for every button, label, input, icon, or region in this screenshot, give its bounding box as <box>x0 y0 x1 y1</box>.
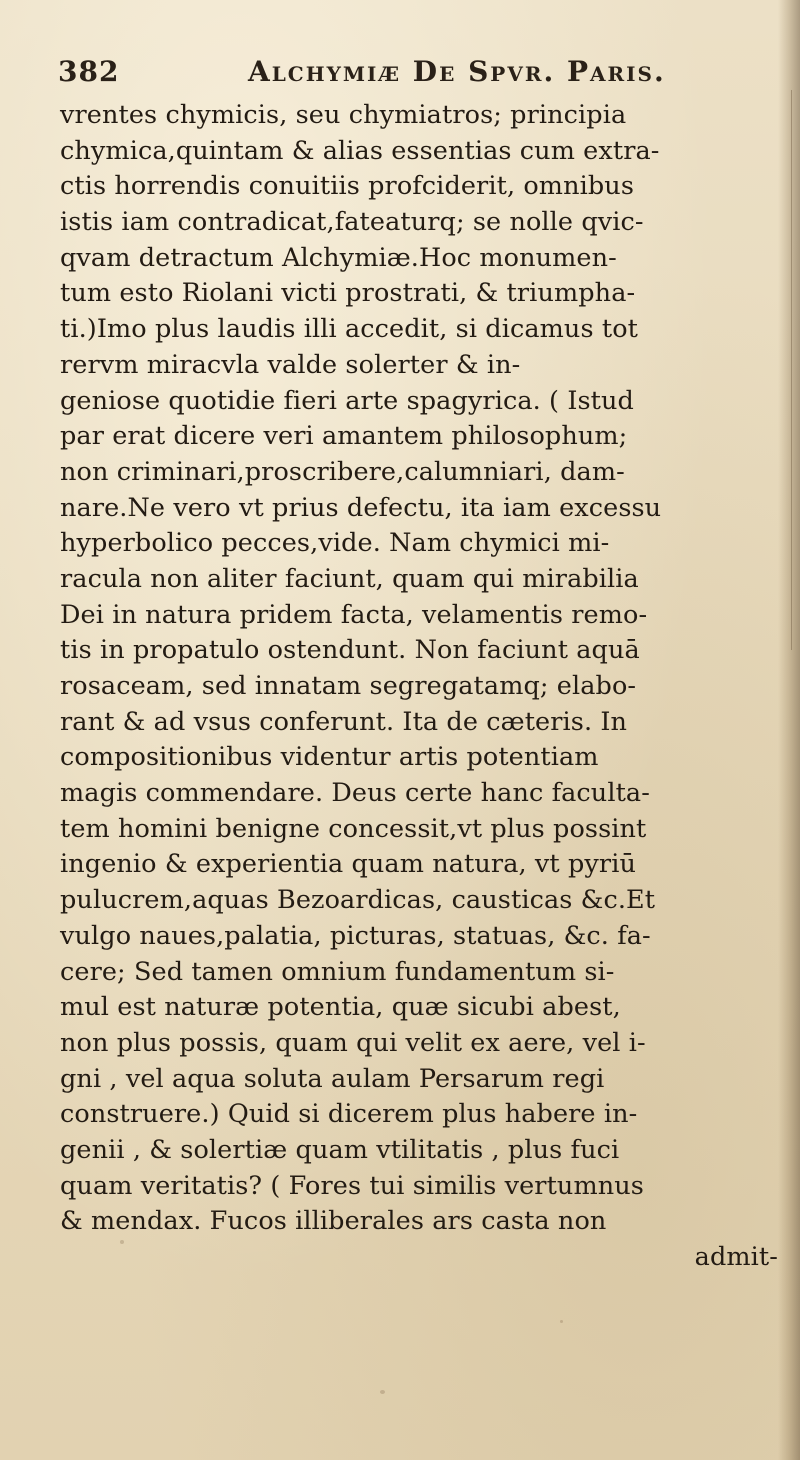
body-text <box>60 98 790 1276</box>
text-line: tem homini benigne concessit,vt plus possint <box>60 813 647 844</box>
text-line: racula non aliter faciunt, quam qui mirabilia <box>60 563 639 594</box>
text-line: tis in propatulo ostendunt. Non faciunt aquā <box>60 635 640 666</box>
text-line: vulgo naues,palatia, picturas, statuas, &c. fa- <box>60 920 651 951</box>
text-line: quam veritatis? ( Fores tui similis vertumnus <box>60 1170 644 1201</box>
text-line: geniose quotidie fieri arte spagyrica. ( Istud <box>60 385 634 416</box>
page-edge-rule <box>791 90 792 650</box>
text-line: rervm miracvla valde solerter & in- <box>60 349 521 380</box>
text-line: gni , vel aqua soluta aulam Persarum regi <box>60 1063 605 1094</box>
text-line: chymica,quintam & alias essentias cum extra- <box>60 135 660 166</box>
text-line: Dei in natura pridem facta, velamentis remo- <box>60 599 648 630</box>
text-line: & mendax. Fucos illiberales ars casta non <box>60 1206 607 1237</box>
text-line: ti.)Imo plus laudis illi accedit, si dicamus tot <box>60 314 638 345</box>
running-head: Alchymiæ De Spvr. Paris. <box>248 55 666 88</box>
text-line: nare.Ne vero vt prius defectu, ita iam excessu <box>60 492 662 523</box>
paper-speck <box>380 1390 385 1394</box>
text-line: magis commendare. Deus certe hanc faculta- <box>60 778 650 809</box>
text-line: non plus possis, quam qui velit ex aere, vel i- <box>60 1027 646 1058</box>
text-line: par erat dicere veri amantem philosophum; <box>60 421 628 452</box>
catchword: admit- <box>694 1242 778 1272</box>
text-line: qvam detractum Alchymiæ.Hoc monumen- <box>60 242 617 273</box>
text-line: compositionibus videntur artis potentiam <box>60 742 599 773</box>
text-line: hyperbolico pecces,vide. Nam chymici mi- <box>60 528 610 559</box>
text-line: mul est naturæ potentia, quæ sicubi abest, <box>60 992 621 1023</box>
text-line: non criminari,proscribere,calumniari, dam- <box>60 456 625 487</box>
text-line: construere.) Quid si dicerem plus habere in- <box>60 1099 638 1130</box>
page-header <box>58 55 778 95</box>
text-line: vrentes chymicis, seu chymiatros; principia <box>60 100 627 130</box>
text-line: cere; Sed tamen omnium fundamentum si- <box>60 956 615 987</box>
text-line: ctis horrendis conuitiis profciderit, omnibus <box>60 171 635 202</box>
text-line: tum esto Riolani victi prostrati, & triumpha- <box>60 278 636 309</box>
text-line: pulucrem,aquas Bezoardicas, causticas &c.Et <box>60 885 656 916</box>
text-line: rant & ad vsus conferunt. Ita de cæteris. In <box>60 706 628 737</box>
text-line: ingenio & experientia quam natura, vt pyriū <box>60 849 636 880</box>
text-line: rosaceam, sed innatam segregatamq; elabo- <box>60 671 637 701</box>
text-line: istis iam contradicat,fateaturq; se nolle qvic- <box>60 207 644 238</box>
paper-speck <box>560 1320 563 1323</box>
text-line: genii , & solertiæ quam vtilitatis , plus fuci <box>60 1134 620 1165</box>
page-number: 382 <box>58 55 120 88</box>
